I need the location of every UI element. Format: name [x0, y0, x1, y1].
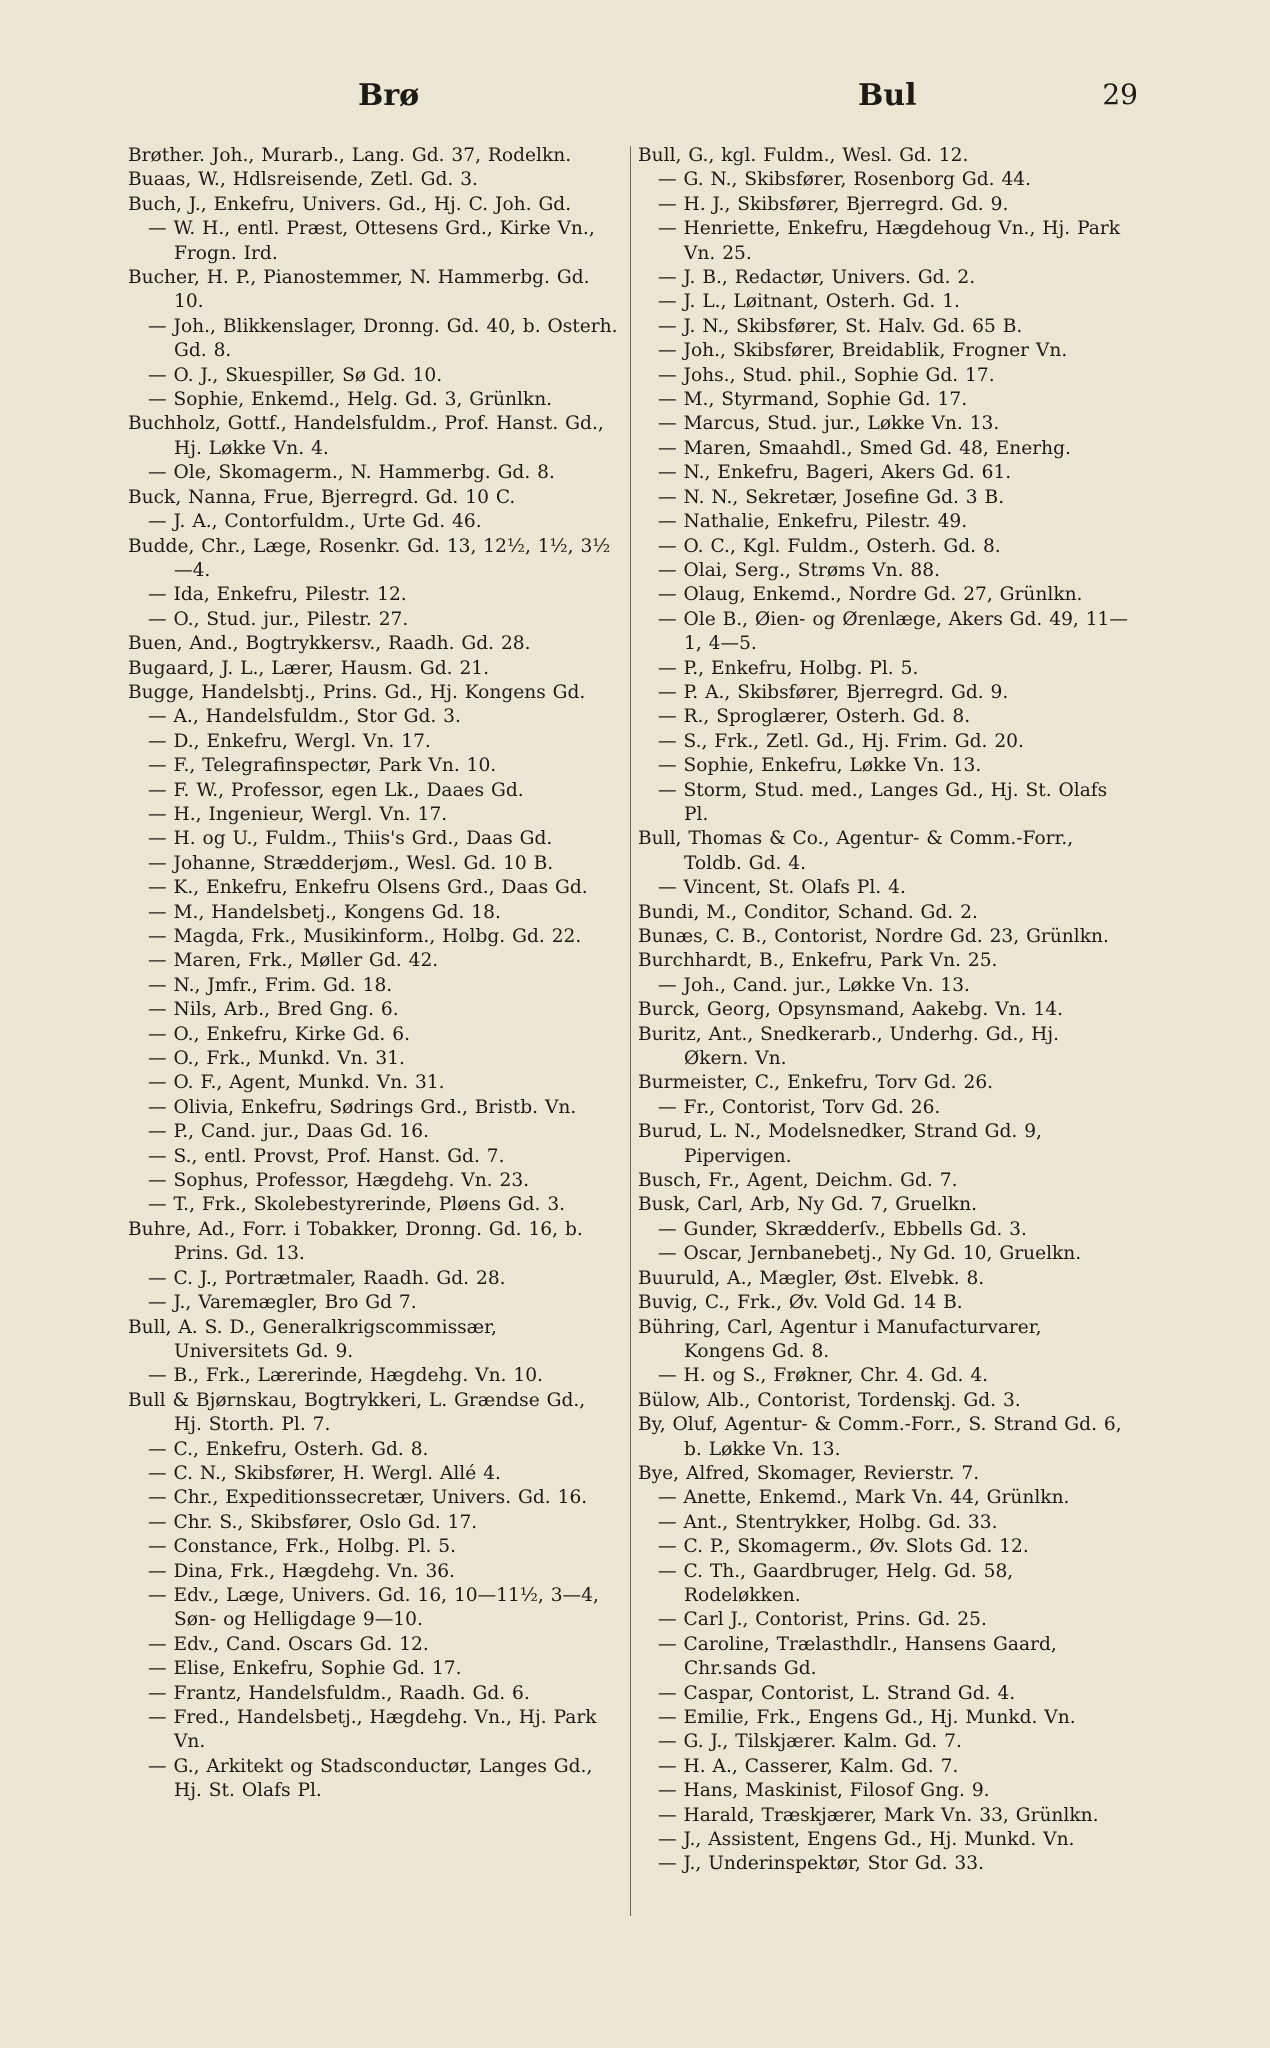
- directory-entry: — H. J., Skibsfører, Bjerregrd. Gd. 9.: [658, 193, 1009, 215]
- directory-entry: — R., Sproglærer, Osterh. Gd. 8.: [658, 706, 971, 728]
- directory-entry: — Henriette, Enkefru, Hægdehoug Vn., Hj. Park Vn. 25.: [658, 218, 1121, 264]
- directory-entry: — D., Enkefru, Wergl. Vn. 17.: [148, 730, 431, 752]
- directory-entry: — H., Ingenieur, Wergl. Vn. 17.: [148, 803, 448, 825]
- directory-entry: — G. J., Tilskjærer. Kalm. Gd. 7.: [658, 1731, 962, 1753]
- directory-entry: Busch, Fr., Agent, Deichm. Gd. 7.: [638, 1170, 958, 1192]
- directory-entry: — C. P., Skomagerm., Øv. Slots Gd. 12.: [658, 1536, 1029, 1558]
- directory-entry: — B., Frk., Lærerinde, Hægdehg. Vn. 10.: [148, 1365, 543, 1387]
- directory-entry: — Sophie, Enkefru, Løkke Vn. 13.: [658, 755, 982, 777]
- directory-entry: By, Oluf, Agentur- & Comm.-Forr., S. Strand Gd. 6, b. Løkke Vn. 13.: [638, 1414, 1122, 1460]
- directory-entry: — Olaug, Enkemd., Nordre Gd. 27, Grünlkn.: [658, 584, 1083, 606]
- directory-entry: — Edv., Cand. Oscars Gd. 12.: [148, 1633, 429, 1655]
- directory-entry: — Frantz, Handelsfuldm., Raadh. Gd. 6.: [148, 1682, 530, 1704]
- directory-entry: — Fred., Handelsbetj., Hægdehg. Vn., Hj. Park Vn.: [148, 1707, 597, 1753]
- directory-entry: — T., Frk., Skolebestyrerinde, Pløens Gd. 3.: [148, 1194, 566, 1216]
- directory-entry: — Hans, Maskinist, Filosof Gng. 9.: [658, 1780, 990, 1802]
- directory-entry: — F., Telegrafinspectør, Park Vn. 10.: [148, 755, 497, 777]
- directory-entry: Burud, L. N., Modelsnedker, Strand Gd. 9, Pipervigen.: [638, 1121, 1042, 1167]
- directory-entry: Budde, Chr., Læge, Rosenkr. Gd. 13, 12½, 1½, 3½—4.: [128, 535, 611, 581]
- directory-entry: — Ole, Skomagerm., N. Hammerbg. Gd. 8.: [148, 462, 555, 484]
- directory-entry: Brøther. Joh., Murarb., Lang. Gd. 37, Rodelkn.: [128, 145, 572, 166]
- directory-entry: Busk, Carl, Arb, Ny Gd. 7, Gruelkn.: [638, 1194, 978, 1216]
- directory-entry: Bucher, H. P., Pianostemmer, N. Hammerbg. Gd. 10.: [128, 267, 590, 313]
- directory-entry: — C. J., Portrætmaler, Raadh. Gd. 28.: [148, 1267, 506, 1289]
- directory-entry: — Dina, Frk., Hægdehg. Vn. 36.: [148, 1560, 456, 1582]
- left-column: [128, 144, 618, 1804]
- directory-entry: — M., Handelsbetj., Kongens Gd. 18.: [148, 901, 501, 923]
- directory-entry: — J. L., Løitnant, Osterh. Gd. 1.: [658, 291, 960, 313]
- directory-entry: — Olai, Serg., Strøms Vn. 88.: [658, 559, 940, 581]
- directory-entry: — H. og S., Frøkner, Chr. 4. Gd. 4.: [658, 1365, 989, 1387]
- directory-entry: — Joh., Cand. jur., Løkke Vn. 13.: [658, 974, 970, 996]
- directory-entry: — Carl J., Contorist, Prins. Gd. 25.: [658, 1609, 987, 1631]
- header-right-guide-word: Bul: [858, 78, 917, 113]
- directory-entry: Bull & Bjørnskau, Bogtrykkeri, L. Grændse Gd., Hj. Storth. Pl. 7.: [128, 1389, 586, 1436]
- directory-entry: — S., entl. Provst, Prof. Hanst. Gd. 7.: [148, 1145, 505, 1167]
- directory-entry: — Nathalie, Enkefru, Pilestr. 49.: [658, 511, 968, 533]
- directory-entry: — F. W., Professor, egen Lk., Daaes Gd.: [148, 779, 524, 801]
- directory-entry: — Marcus, Stud. jur., Løkke Vn. 13.: [658, 413, 1000, 435]
- directory-entry: — O., Stud. jur., Pilestr. 27.: [148, 608, 409, 630]
- page-header: [128, 78, 1138, 118]
- directory-entry: — Edv., Læge, Univers. Gd. 16, 10—11½, 3—4, Søn- og Helligdage 9—10.: [148, 1584, 599, 1631]
- directory-entry: — H. A., Casserer, Kalm. Gd. 7.: [658, 1755, 959, 1777]
- directory-entry: — Anette, Enkemd., Mark Vn. 44, Grünlkn.: [658, 1487, 1070, 1509]
- directory-entry: Buuruld, A., Mægler, Øst. Elvebk. 8.: [638, 1267, 985, 1289]
- directory-entry: — S., Frk., Zetl. Gd., Hj. Frim. Gd. 20.: [658, 730, 1024, 752]
- directory-entry: — P. A., Skibsfører, Bjerregrd. Gd. 9.: [658, 681, 1009, 703]
- directory-entry: — Maren, Frk., Møller Gd. 42.: [148, 950, 439, 972]
- directory-entry: — Gunder, Skrædderſv., Ebbells Gd. 3.: [658, 1218, 1027, 1240]
- directory-entry: — A., Handelsfuldm., Stor Gd. 3.: [148, 706, 461, 728]
- directory-entry: Bugaard, J. L., Lærer, Hausm. Gd. 21.: [128, 657, 490, 679]
- header-left-guide-word: Brø: [358, 78, 420, 113]
- directory-entry: Bugge, Handelsbtj., Prins. Gd., Hj. Kongens Gd.: [128, 681, 586, 703]
- directory-entry: — Harald, Træskjærer, Mark Vn. 33, Grünlkn.: [658, 1804, 1099, 1826]
- directory-entry: Burmeister, C., Enkefru, Torv Gd. 26.: [638, 1072, 994, 1094]
- directory-entry: — Chr., Expeditionssecretær, Univers. Gd. 16.: [148, 1487, 588, 1509]
- directory-entry: — J., Varemægler, Bro Gd 7.: [148, 1292, 417, 1314]
- directory-entry: Bull, A. S. D., Generalkrigscommissær, Universitets Gd. 9.: [128, 1316, 497, 1362]
- directory-entry: — O., Frk., Munkd. Vn. 31.: [148, 1048, 405, 1070]
- directory-entry: — G. N., Skibsfører, Rosenborg Gd. 44.: [658, 169, 1032, 191]
- directory-entry: — Ant., Stentrykker, Holbg. Gd. 33.: [658, 1511, 998, 1533]
- column-divider: [630, 146, 631, 1916]
- directory-entry: — Caspar, Contorist, L. Strand Gd. 4.: [658, 1682, 1016, 1704]
- directory-entry: — K., Enkefru, Enkefru Olsens Grd., Daas Gd.: [148, 877, 588, 899]
- directory-entry: — C. N., Skibsfører, H. Wergl. Allé 4.: [148, 1462, 501, 1484]
- directory-entry: — O., Enkefru, Kirke Gd. 6.: [148, 1023, 410, 1045]
- directory-entry: Buaas, W., Hdlsreisende, Zetl. Gd. 3.: [128, 169, 478, 191]
- directory-entry: Buhre, Ad., Forr. i Tobakker, Dronng. Gd. 16, b. Prins. Gd. 13.: [128, 1218, 583, 1265]
- directory-entry: — M., Styrmand, Sophie Gd. 17.: [658, 389, 968, 411]
- directory-entry: — Johanne, Strædderjøm., Wesl. Gd. 10 B.: [148, 852, 554, 874]
- directory-entry: — Ole B., Øien- og Ørenlæge, Akers Gd. 49, 11—1, 4—5.: [658, 608, 1128, 655]
- directory-entry: — W. H., entl. Præst, Ottesens Grd., Kirke Vn., Frogn. Ird.: [148, 218, 595, 264]
- directory-entry: Bühring, Carl, Agentur i Manufacturvarer, Kongens Gd. 8.: [638, 1316, 1042, 1362]
- directory-entry: — O. F., Agent, Munkd. Vn. 31.: [148, 1072, 445, 1094]
- directory-entry: — J., Underinspektør, Stor Gd. 33.: [658, 1853, 985, 1875]
- directory-entry: — Elise, Enkefru, Sophie Gd. 17.: [148, 1658, 462, 1680]
- directory-entry: — N., Enkefru, Bageri, Akers Gd. 61.: [658, 462, 1012, 484]
- directory-entry: — C. Th., Gaardbruger, Helg. Gd. 58, Rodeløkken.: [658, 1560, 1014, 1606]
- directory-entry: Buck, Nanna, Frue, Bjerregrd. Gd. 10 C.: [128, 486, 516, 508]
- directory-entry: — Johs., Stud. phil., Sophie Gd. 17.: [658, 364, 995, 386]
- directory-entry: Bye, Alfred, Skomager, Revierstr. 7.: [638, 1462, 980, 1484]
- directory-entry: Buritz, Ant., Snedkerarb., Underhg. Gd., Hj. Økern. Vn.: [638, 1023, 1060, 1070]
- directory-entry: — Fr., Contorist, Torv Gd. 26.: [658, 1096, 941, 1118]
- directory-entry: — P., Cand. jur., Daas Gd. 16.: [148, 1121, 429, 1143]
- directory-entry: — Joh., Blikkenslager, Dronng. Gd. 40, b. Osterh. Gd. 8.: [148, 315, 618, 362]
- directory-entry: — N. N., Sekretær, Josefine Gd. 3 B.: [658, 486, 1005, 508]
- directory-entry: Burchhardt, B., Enkefru, Park Vn. 25.: [638, 950, 998, 972]
- directory-entry: Buchholz, Gottf., Handelsfuldm., Prof. Hanst. Gd., Hj. Løkke Vn. 4.: [128, 413, 604, 459]
- directory-entry: — J. A., Contorfuldm., Urte Gd. 46.: [148, 511, 482, 533]
- directory-entry: — J. B., Redactør, Univers. Gd. 2.: [658, 267, 976, 289]
- directory-entry: — Sophie, Enkemd., Helg. Gd. 3, Grünlkn.: [148, 389, 553, 411]
- directory-entry: Bundi, M., Conditor, Schand. Gd. 2.: [638, 901, 978, 923]
- directory-entry: — O. J., Skuespiller, Sø Gd. 10.: [148, 364, 443, 386]
- directory-entry: Buvig, C., Frk., Øv. Vold Gd. 14 B.: [638, 1292, 963, 1314]
- page-number: 29: [1102, 78, 1138, 111]
- directory-entry: — Maren, Smaahdl., Smed Gd. 48, Enerhg.: [658, 437, 1071, 459]
- right-column: [638, 144, 1128, 1877]
- directory-entry: — N., Jmfr., Frim. Gd. 18.: [148, 974, 393, 996]
- directory-entry: — Caroline, Trælasthdlr., Hansens Gaard, Chr.sands Gd.: [658, 1633, 1057, 1680]
- directory-entry: Bull, Thomas & Co., Agentur- & Comm.-Forr., Toldb. Gd. 4.: [638, 828, 1074, 874]
- directory-entry: — G., Arkitekt og Stadsconductør, Langes Gd., Hj. St. Olafs Pl.: [148, 1755, 593, 1802]
- directory-entry: — Vincent, St. Olafs Pl. 4.: [658, 877, 906, 899]
- directory-entry: — Ida, Enkefru, Pilestr. 12.: [148, 584, 407, 606]
- directory-entry: — Constance, Frk., Holbg. Pl. 5.: [148, 1536, 457, 1558]
- directory-entry: — Magda, Frk., Musikinform., Holbg. Gd. 22.: [148, 926, 582, 947]
- directory-entry: — P., Enkefru, Holbg. Pl. 5.: [658, 657, 919, 679]
- directory-entry: Buch, J., Enkefru, Univers. Gd., Hj. C. Joh. Gd.: [128, 193, 572, 215]
- directory-entry: — Oscar, Jernbanebetj., Ny Gd. 10, Gruelkn.: [658, 1243, 1082, 1265]
- directory-entry: — J., Assistent, Engens Gd., Hj. Munkd. Vn.: [658, 1829, 1075, 1851]
- directory-entry: Buen, And., Bogtrykkersv., Raadh. Gd. 28.: [128, 633, 531, 655]
- directory-entry: — O. C., Kgl. Fuldm., Osterh. Gd. 8.: [658, 535, 1001, 557]
- directory-entry: — Sophus, Professor, Hægdehg. Vn. 23.: [148, 1170, 530, 1192]
- directory-entry: Burck, Georg, Opsynsmand, Aakebg. Vn. 14.: [638, 999, 1064, 1021]
- directory-entry: — Olivia, Enkefru, Sødrings Grd., Bristb. Vn.: [148, 1096, 577, 1118]
- directory-entry: — H. og U., Fuldm., Thiis's Grd., Daas Gd.: [148, 828, 553, 850]
- directory-entry: — J. N., Skibsfører, St. Halv. Gd. 65 B.: [658, 315, 1023, 337]
- directory-entry: — Emilie, Frk., Engens Gd., Hj. Munkd. Vn.: [658, 1707, 1076, 1728]
- directory-entry: — Joh., Skibsfører, Breidablik, Frogner Vn.: [658, 340, 1068, 362]
- directory-entry: Bull, G., kgl. Fuldm., Wesl. Gd. 12.: [638, 145, 969, 166]
- directory-entry: — C., Enkefru, Osterh. Gd. 8.: [148, 1438, 429, 1460]
- directory-entry: — Nils, Arb., Bred Gng. 6.: [148, 999, 399, 1021]
- directory-entry: Bunæs, C. B., Contorist, Nordre Gd. 23, Grünlkn.: [638, 926, 1109, 947]
- directory-entry: — Storm, Stud. med., Langes Gd., Hj. St. Olafs Pl.: [658, 779, 1108, 825]
- directory-entry: Bülow, Alb., Contorist, Tordenskj. Gd. 3.: [638, 1389, 1021, 1411]
- directory-entry: — Chr. S., Skibsfører, Oslo Gd. 17.: [148, 1511, 478, 1533]
